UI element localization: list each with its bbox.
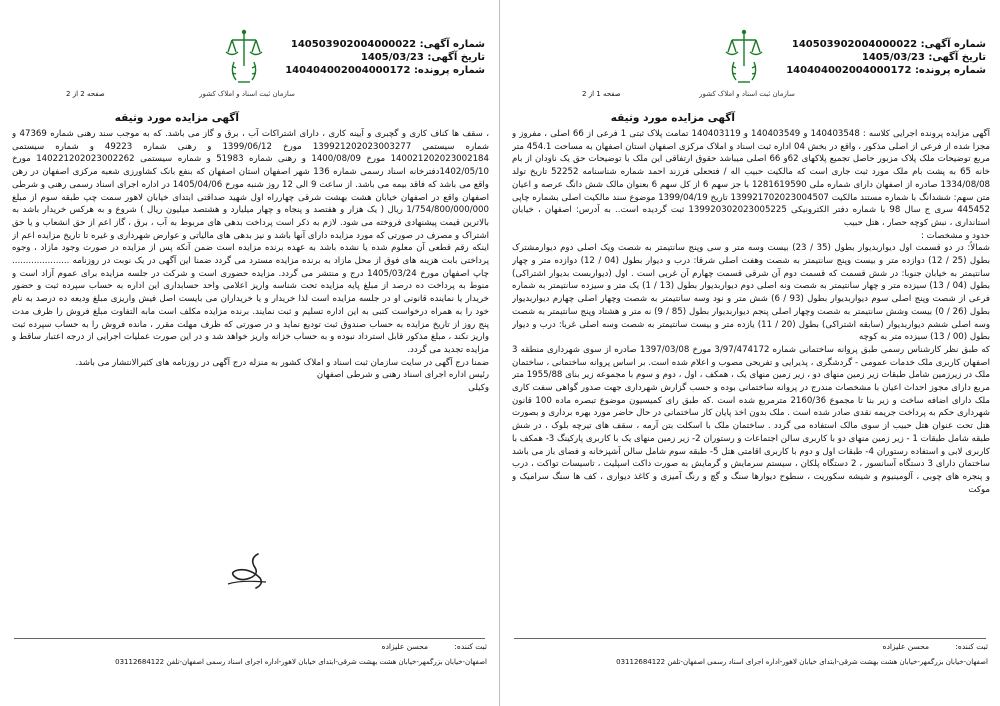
registrar-row	[12, 642, 487, 651]
footer-address: اصفهان-خیابان بزرگمهر-خیابان هشت بهشت شرقی-ابتدای خیابان لاهور-اداره اجرای اسناد رسمی اصفهان-تلفن 03112684122	[616, 658, 988, 666]
judiciary-emblem-icon	[722, 26, 766, 90]
file-number: 140404002004000172	[786, 65, 912, 76]
file-number-label: شماره پرونده:	[413, 65, 485, 76]
registrar-name: محسن علیزاده	[381, 642, 429, 651]
ad-date-row	[776, 51, 986, 64]
ad-meta-block	[275, 38, 485, 77]
chief-title: رئیس اداره اجرای اسناد رهنی و شرطی اصفهان	[316, 370, 489, 381]
ad-number: 140503902004000022	[791, 39, 918, 50]
ad-meta-block	[776, 38, 986, 77]
page-number: صفحه 2 از 2	[66, 90, 105, 98]
body-paragraph: شمالاً: در دو قسمت اول دیواربدیوار بطول (35 / 23) بیست وسه متر و سی وپنج سانتیمتر به شصت ویک اصلی دوم دیوارمشترک بطول (25 / 12) دوازده متر و بیست وپنج سانتیمتر به شصت وهفت اصلی شرقا: درب و دیوار بطول (04 / 12) دوازده متر و چهار سانتیمتر به خیابان جنوبا: در شش قسمت که قسمت دوم آن شرقی قسمت چهارم آن غربی است . اول (دیواربست بدیوار اشتراکی) بطول (04 / 13) سیزده متر و چهار سانتیمتر به شصت ونه اصلی دوم دیواربدیوار بطول (13 / 1) یک متر و سیزده سانتیمتر به شماره فرعی از شصت وپنج اصلی سوم دیواربدیوار بطول (93 / 6) شش متر و نود وسه سانتیمتر به شصت وچهار اصلی چهارم دیواربدیوار بطول (26 / 0) بیست وشش سانتیمتر به شصت وچهار اصلی پنجم دیواربدیوار بطول (85 / 9) نه متر و هشتاد وپنج سانتیمتر به شصت وسه اصلی ششم دیواربدیوار (سابقه اشتراکی) بطول (20 / 11) یازده متر و بیست سانتیمتر به شصت وسه اصلی غربا: درب و دیوار بطول (00 / 13) سیزده متر به کوچه	[512, 243, 990, 343]
page-number: صفحه 1 از 2	[582, 90, 621, 98]
body-paragraph: که طبق نظر کارشناس رسمی طبق پروانه ساختمانی شماره 3/97/474172 مورخ 1397/03/08 صادره از سوی شهرداری منطقه 3 اصفهان کاربری ملک خدمات عمومی - گردشگری ، پذیرایی و تفریحی مصوب و اعلام شده است. بر اساس پروانه ساختمانی ، ساختمان ملک در زیرزمین شامل طبقات زیر زمین منهای دو ، زیر زمین منهای یک ، همکف ، اول ، دوم و سوم با مجموعه زیر بنای 1955/88 متر مربع دارای مجوز احداث اعیان با مشخصات مندرج در پروانه ساختمانی بوده و حسب گزارش شهرداری جهت صدور گواهی سفت کاری ملک دارای اضافه ساخت و زیر بنا تا مجموع 2160/36 مترمربع شده است .که طبق رای کمیسیون موضوع تبصره ماده 100 قانون شهرداری حکم به پرداخت جریمه نقدی صادر شده است . ملک بدون اخذ پایان کار ساختمانی در حال حاضر مورد بهره برداری و بصورت هتل تحت عنوان هتل حبیب از سوی مالک استفاده می گردد . ساختمان ملک با اسکلت بتن آرمه ، سقف های تیرچه بلوک ، در شش طبقه شامل طبقات 1 - زیر زمین منهای دو با کاربری سالن اجتماعات و رستوران 2- زیر زمین منهای یک با کاربری پارکینگ 3- همکف با کاربری لابی و استفاده رستوران 4- طبقات اول و دوم با کاربری اقامتی هتل 5- طبقه سوم شامل سالن آشپزخانه و فضای باز می باشد ساختمان دارای 3 دستگاه آسانسور ، 2 دستگاه پلکان ، سیستم سرمایش و گرمایش به صورت داکت اسپلیت ، تاسیسات تواکت ، درب و پنجره های چوبی ، آلومینیوم و شیشه سکوریت ، سطوح دیوارها سنگ و گچ و رنگ آمیزی و کاغذ دیواری ، کف ها سنگ سرامیک و موکت	[512, 344, 990, 495]
ad-number-label: شماره آگهی:	[419, 39, 485, 50]
registrar-row	[512, 642, 988, 651]
organization-caption: سازمان ثبت اسناد و املاک کشور	[699, 90, 795, 98]
body-paragraph: ضمنا درج آگهی در سایت سازمان ثبت اسناد و املاک کشور به منزله درج آگهی در روزنامه های کثیرالانتشار می باشد.	[75, 357, 489, 368]
document-page-1	[500, 0, 1000, 706]
ad-heading: آگهی مزایده مورد وثیقه	[610, 112, 735, 124]
signature-icon	[220, 548, 274, 592]
file-number-row	[776, 64, 986, 77]
file-number-label: شماره پرونده:	[914, 65, 986, 76]
ad-number-label: شماره آگهی:	[920, 39, 986, 50]
ad-date: 1405/03/23	[360, 52, 424, 63]
footer-separator	[14, 638, 485, 639]
registrar-name: محسن علیزاده	[882, 642, 930, 651]
footer-separator	[514, 638, 986, 639]
judiciary-emblem-icon	[222, 26, 266, 90]
ad-date-label: تاریخ آگهی:	[928, 52, 986, 63]
body-paragraph: ، سقف ها کناف کاری و گچبری و آیینه کاری ، دارای اشتراکات آب ، برق و گاز می باشد. که به موجب سند رهنی شماره 47369 و شماره سیستمی 139921202023003277 مورخ 1399/06/12 و رهنی شماره 49223 و شماره سیستمی 140021202023002184 مورخ 1400/08/09 و رهنی شماره 51983 و شماره سیستمی 140221202023002262 مورخ 1402/05/10دفترخانه اسناد رسمی شماره 136 شهر اصفهان استان اصفهان که بنفع بانک کشاورزی شعبه مرکزی اصفهان در رهن واقع می باشد که فاقد بیمه می باشد. از ساعت 9 الی 12 روز شنبه مورخ 1405/04/06 در اداره اجرای اسناد رسمی رهنی و شرطی اصفهان واقع در اصفهان خیابان هشت بهشت شرقی چهارراه اول شهید صداقتی ابتدای خیابان لاهور سمت چپ طبقه سوم از مبلغ 1/754/800/000/000 ریال ( یک هزار و هفتصد و پنجاه و چهار میلیارد و هشتصد میلیون ریال ) شروع و به هرکس خریدار باشد به بالاترین قیمت پیشنهادی فروخته می شود. لازم به ذکر است پرداخت بدهی های مربوط به آب ، برق ، گاز اعم از حق انشعاب و یا حق اشتراک و مصرف در صورتی که مورد مزایده دارای آنها باشد و نیز بدهی های مالیاتی و عوارض شهرداری و غیره تا تاریخ مزایده اعم از اینکه رقم قطعی آن معلوم شده یا نشده باشد به عهده برنده مزایده است ضمن آنکه پس از مزایده در صورت وجود مازاد ، وجوه پرداختی بابت هزینه های فوق از محل مازاد به برنده مزایده مسترد می گردد ضمنا این آگهی در یک نوبت در روزنامه ..................... چاپ اصفهان مورخ 1405/03/24 درج و منتشر می گردد. مزایده حضوری است و شرکت در جلسه مزایده برای عموم آزاد است و منوط به پرداخت ده درصد از مبلغ پایه مزایده تحت شناسه واریز اعلامی واحد حسابداری این اداره به حساب سپرده ثبت و حضور خریدار یا نماینده قانونی او در جلسه مزایده است لذا خریدار و یا خریداران می بایست اصل فیش واریزی مبلغ ودیعه ده درصد به نام خود را به همراه درخواست کتبی به این اداره تسلیم و ثبت نمایند. برنده مزایده مکلف است مابه التفاوت مبلغ فروش را ظرف مدت پنج روز از تاریخ مزایده به حساب صندوق ثبت تودیع نماید و در صورتی که ظرف مهلت مقرر ، مانده فروش را به حساب سپرده ثبت واریز نکند ، مبلغ مذکور قابل استرداد نبوده و به حساب خزانه واریز خواهد شد و در این صورت عملیات اجرایی از درجه اعتبار ساقط و مزایده تجدید می گردد.	[12, 129, 489, 355]
file-number-row	[275, 64, 485, 77]
organization-caption: سازمان ثبت اسناد و املاک کشور	[199, 90, 295, 98]
ad-date-row	[275, 51, 485, 64]
body-paragraph: حدود و مشخصات :	[920, 230, 990, 241]
ad-number-row	[776, 38, 986, 51]
ad-heading: آگهی مزایده مورد وثیقه	[114, 112, 239, 124]
ad-body	[512, 128, 990, 648]
footer-address: اصفهان-خیابان بزرگمهر-خیابان هشت بهشت شرقی-ابتدای خیابان لاهور-اداره اجرای اسناد رسمی اصفهان-تلفن 03112684122	[115, 658, 487, 666]
ad-number: 140503902004000022	[290, 39, 417, 50]
ad-date-label: تاریخ آگهی:	[427, 52, 485, 63]
chief-name: وکیلی	[468, 383, 489, 394]
registrar-label: ثبت کننده:	[955, 642, 988, 651]
body-paragraph: آگهی مزایده پرونده اجرایی کلاسه : 140403548 و 140403549 و 140403119 تمامت پلاک ثبتی 1 فرعی از 66 اصلی ، مفروز و مجزا شده از فرعی از اصلی مذکور ، واقع در بخش 04 اداره ثبت اسناد و املاک مرکزی اصفهان استان اصفهان به مساحت 454.1 متر مربع توضیحات ملک پلاک مزبور حاصل تجمیع پلاکهای 62و 66 اصلی میباشد حقوق ارتفاقی این ملک با توضیحات حق یک ناودان از بام خانه 65 به پشت بام ملک مورد ثبت جاری است که مالکیت حبیب اله / فتحعلی فرزند احمد شماره شناسنامه 52252 تاریخ تولد 1334/08/08 صادره از اصفهان دارای شماره ملی 1281619590 با جز سهم 6 از کل سهم 6 بعنوان مالک شش دانگ عرصه و اعیان متن سهم: ششدانگ با شماره مستند مالکیت 139921702023004507 تاریخ 1399/04/19 موضوع سند مالکیت اصلی بشماره چاپی 445452 سری ج سال 98 با شماره دفتر الکترونیکی 139920302023005225 ثبت گردیده است.. به آدرس: اصفهان ، خیابان استانداری ، نبش کوچه حصار ، هتل حبیب	[512, 129, 990, 228]
file-number: 140404002004000172	[285, 65, 411, 76]
ad-number-row	[275, 38, 485, 51]
registrar-label: ثبت کننده:	[454, 642, 487, 651]
ad-date: 1405/03/23	[861, 52, 925, 63]
